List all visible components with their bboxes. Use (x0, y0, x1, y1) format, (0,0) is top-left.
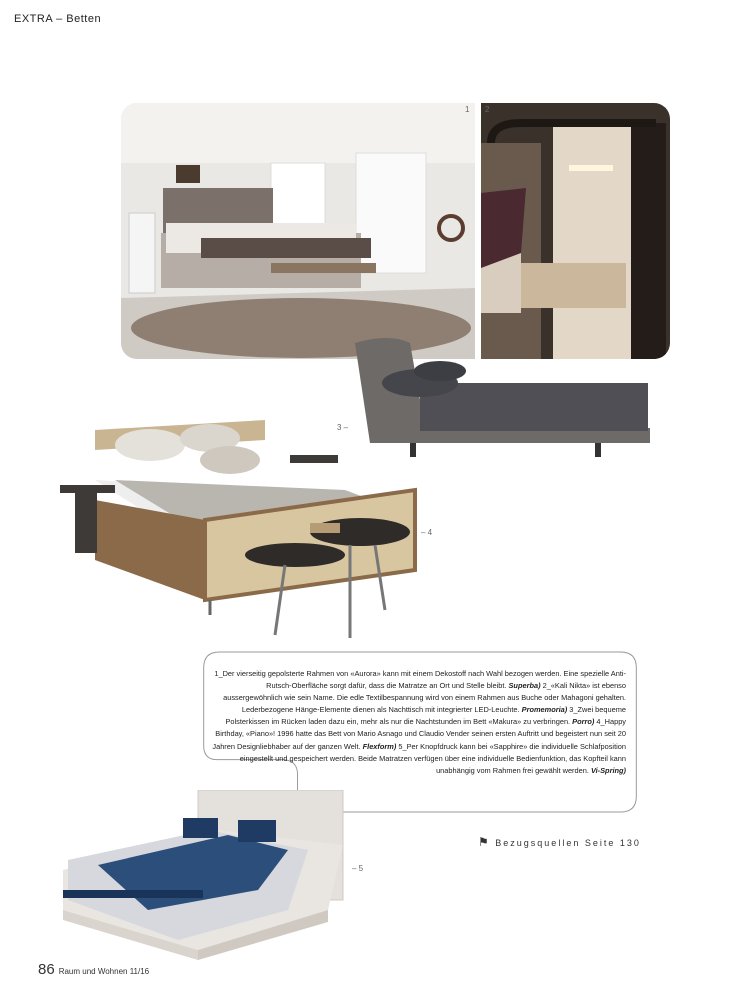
pushpin-icon: ⚑ (478, 835, 491, 849)
photo-4-label: – 4 (421, 528, 433, 537)
photo-5-bed-sapphire (58, 790, 348, 960)
page-number: 86 (38, 961, 55, 978)
photo-3-label: 3 – (337, 423, 349, 432)
page-footer (38, 961, 149, 978)
photo-4-bed-piano (55, 410, 420, 642)
section-header: EXTRA – Betten (14, 13, 102, 25)
photo-5-label: – 5 (352, 864, 364, 873)
caption-text: 1_Der vierseitig gepolsterte Rahmen von «Aurora» kann mit einem Dekostoff nach Wahl bezogen werden. Eine spezielle Anti-Rutsch-Oberfläche sorgt dafür, dass die Matratze an Ort und Stelle bleibt. Superba) 2_«Kali Nikta» ist ebenso aussergewöhnlich wie sein Name. Die edle Textilbespannung wird von einem Rahmen aus Buche oder Mahagoni gehalten. Lederbezogene Hänge-Elemente dienen als Nachttisch mit integrierter LED-Leuchte. Promemoria) 3_Zwei bequeme Polsterkissen im Rücken laden dazu ein, mehr als nur die Nachtstunden im Bett «Makura» zu verbringen. Porro) 4_Happy Birthday, «Piano»! 1996 hatte das Bett von Mario Asnago und Claudio Vender seinen ersten Auftritt und begeistert nun seit 20 Jahren Designliebhaber auf der ganzen Welt. Flexform) 5_Per Knopfdruck kann bei «Sapphire» die individuelle Schlafposition eingestellt und gespeichert werden. Beide Matratzen verfügen über eine individuelle Bedienfunktion, das Kopfteil kann unabhängig vom Rahmen frei gewählt werden. Vi-Spring) (212, 669, 626, 775)
magazine-issue: Raum und Wohnen 11/16 (58, 967, 150, 976)
photo-2-number: 2 (485, 105, 490, 114)
photo-2-bedside-detail (481, 103, 670, 359)
photo-1-bedroom (121, 103, 475, 359)
photo-1-number: 1 (465, 105, 470, 114)
bezugsquellen-reference: ⚑ Bezugsquellen Seite 130 (478, 835, 641, 849)
